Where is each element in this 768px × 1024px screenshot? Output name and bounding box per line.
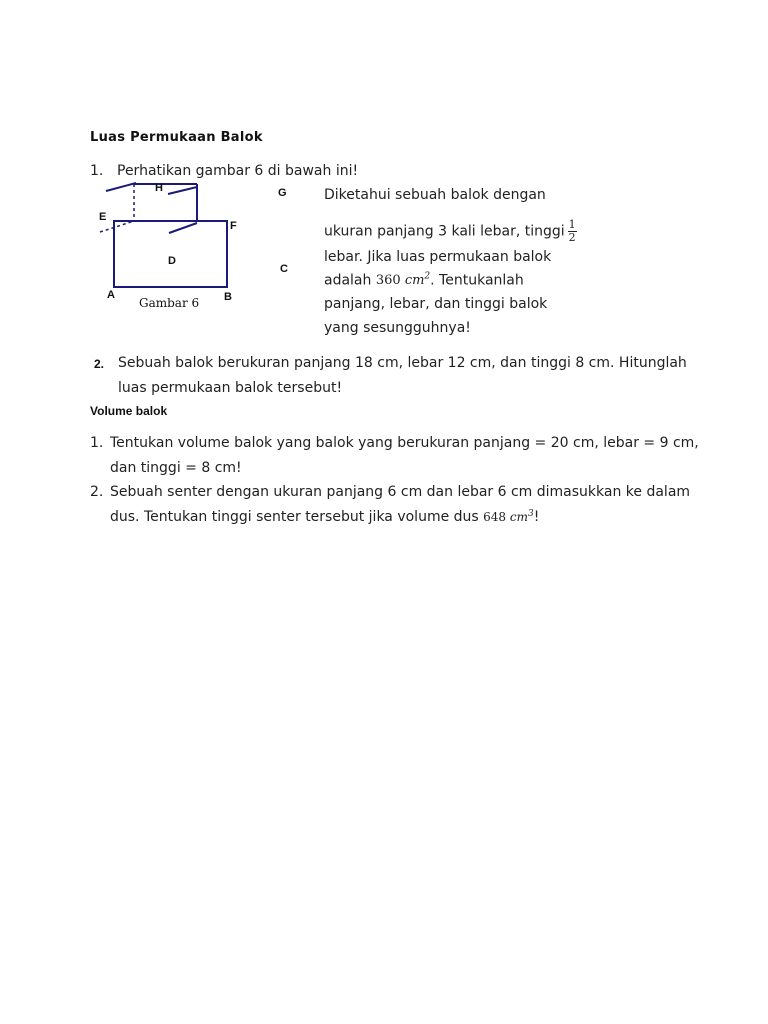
vertex-label-f: F	[230, 220, 237, 232]
surface-area-number: 360	[375, 273, 401, 289]
problem1-line2	[324, 219, 577, 244]
volume2-line1: Sebuah senter dengan ukuran panjang 6 cm dan lebar 6 cm dimasukkan ke dalam	[110, 484, 691, 500]
surface-area-exponent: 2	[424, 272, 431, 282]
problem1-line1: Diketahui sebuah balok dengan	[324, 187, 546, 203]
volume-exponent: 3	[528, 509, 534, 519]
volume1-line2: dan tinggi = 8 cm!	[110, 460, 242, 476]
problem1-line3: lebar. Jika luas permukaan balok	[324, 249, 552, 265]
problem1-line4-suffix: . Tentukanlah	[430, 272, 524, 289]
problem1-line4	[324, 272, 524, 288]
problem1-line6: yang sesungguhnya!	[324, 320, 471, 336]
volume2-line2-suffix: !	[533, 509, 540, 525]
problem2-line1: Sebuah balok berukuran panjang 18 cm, lebar 12 cm, dan tinggi 8 cm. Hitunglah	[118, 355, 687, 371]
vertex-label-e: E	[99, 211, 107, 223]
cuboid-front-face	[114, 221, 227, 287]
volume1-number: 1.	[90, 435, 104, 451]
problem2-line2: luas permukaan balok tersebut!	[118, 380, 343, 396]
volume-unit: cm	[509, 510, 528, 524]
problem2-number: 2.	[94, 357, 105, 371]
section-heading-surface-area: Luas Permukaan Balok	[90, 130, 263, 145]
vertex-label-d: D	[168, 255, 176, 267]
section-heading-volume: Volume balok	[90, 404, 168, 418]
volume1-line1: Tentukan volume balok yang balok yang berukuran panjang = 20 cm, lebar = 9 cm,	[110, 435, 699, 451]
volume2-number: 2.	[90, 484, 104, 500]
cuboid-edge-slant-middle	[168, 187, 197, 194]
vertex-label-c: C	[280, 263, 288, 275]
problem1-line5: panjang, lebar, dan tinggi balok	[324, 296, 548, 312]
surface-area-unit: cm	[404, 273, 425, 289]
vertex-label-a: A	[107, 289, 115, 301]
volume2-line2-prefix: dus. Tentukan tinggi senter tersebut jika volume dus	[110, 509, 479, 525]
fraction-denominator: 2	[568, 231, 576, 244]
surface-area-value	[376, 273, 430, 288]
volume2-line2	[110, 509, 539, 525]
fraction-numerator: 1	[568, 218, 576, 231]
volume-value	[483, 510, 534, 524]
problem1-line2-text: ukuran panjang 3 kali lebar, tinggi	[324, 223, 565, 240]
problem1-number: 1.	[90, 163, 104, 179]
fraction-one-half	[568, 219, 577, 244]
problem1-line4-prefix: adalah	[324, 272, 372, 289]
vertex-label-g: G	[278, 187, 287, 199]
problem1-intro: Perhatikan gambar 6 di bawah ini!	[117, 163, 359, 179]
volume-number: 648	[483, 510, 507, 524]
vertex-label-b: B	[224, 291, 232, 303]
vertex-label-h: H	[155, 182, 163, 194]
cuboid-edge-slant-topleft	[106, 183, 136, 191]
cuboid-edge-slant-right	[169, 223, 197, 233]
figure-caption: Gambar 6	[139, 296, 200, 310]
